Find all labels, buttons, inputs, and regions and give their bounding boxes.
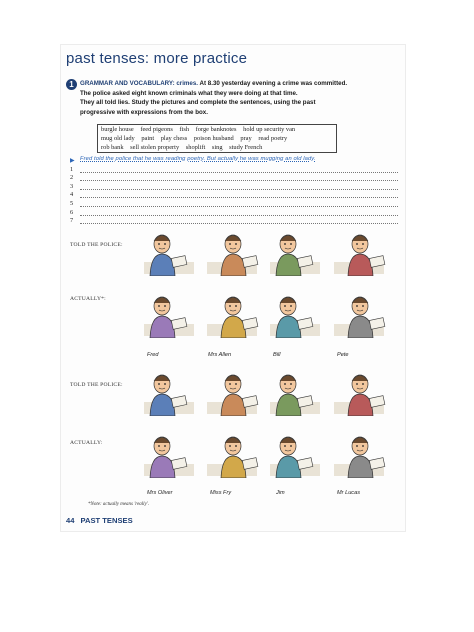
cartoon-illustration [142, 370, 196, 416]
expression: poison husband [193, 134, 234, 142]
told-police-label-1: TOLD THE POLICE: [70, 242, 123, 248]
cartoon-illustration [142, 230, 196, 276]
actually-label-2: ACTUALLY: [70, 440, 103, 446]
cartoon-illustration [268, 292, 322, 338]
line-number: 4 [70, 191, 74, 199]
dotted-rule [80, 172, 398, 173]
expression: feed pigeons [140, 126, 173, 133]
dotted-rule [80, 223, 398, 224]
example-sentence: Fred told the police that he was reading poetry. But actually he was mugging an old lady. [80, 156, 316, 162]
section-title: PAST TENSES [80, 516, 133, 525]
page-number: 44 [66, 516, 75, 525]
answer-line[interactable] [70, 183, 400, 192]
expression: shoplift [185, 143, 206, 151]
caption-miss-fry: Miss Fry [210, 490, 232, 496]
expression: burgle house [101, 126, 134, 133]
answer-lines [70, 157, 400, 226]
cartoon-illustration [332, 230, 386, 276]
dotted-rule [80, 215, 398, 216]
caption-mrs-oliver: Mrs Oliver [147, 490, 173, 496]
instruction-line-4: progressive with expressions from the box. [80, 108, 208, 116]
caption-jim: Jim [276, 490, 285, 496]
expression: hold up security van [243, 126, 296, 133]
expression: pray [240, 134, 252, 142]
expressions-box [97, 124, 337, 153]
expression: sing [211, 143, 223, 151]
caption-fred: Fred [147, 352, 159, 358]
arrow-icon: ▶ [70, 158, 75, 164]
line-number: 1 [70, 165, 74, 173]
caption-bill: Bill [273, 352, 281, 358]
page-footer [66, 516, 139, 525]
cartoon-illustration [332, 432, 386, 478]
line-number: 3 [70, 182, 74, 190]
caption-mr-lucas: Mr Lucas [337, 490, 361, 496]
cartoon-illustration [142, 292, 196, 338]
cartoon-illustration [205, 230, 259, 276]
caption-pete: Pete [337, 352, 349, 358]
exercise-instructions [80, 79, 380, 117]
exercise-label: GRAMMAR AND VOCABULARY: crimes. [80, 80, 199, 87]
expression: rob bank [101, 143, 124, 151]
exercise-number-badge: 1 [66, 79, 77, 90]
wordbox-row [101, 135, 333, 144]
dotted-rule [80, 206, 398, 207]
expression: play chess [160, 134, 188, 142]
expression: paint [141, 134, 155, 142]
answer-line[interactable] [70, 174, 400, 183]
answer-line[interactable] [70, 166, 400, 175]
answer-line[interactable] [70, 209, 400, 218]
instruction-line-1: At 8.30 yesterday evening a crime was committed. [199, 80, 348, 87]
cartoon-illustration [332, 292, 386, 338]
footnote: *Note: actually means 'really'. [88, 502, 150, 507]
line-number: 6 [70, 208, 74, 216]
dotted-rule [80, 189, 398, 190]
actually-label-1: ACTUALLY*: [70, 296, 106, 302]
cartoon-illustration [268, 432, 322, 478]
instruction-line-2: The police asked eight known criminals what they were doing at that time. [80, 89, 298, 97]
line-number: 5 [70, 199, 74, 207]
expression: study French [229, 143, 263, 151]
cartoon-illustration [268, 230, 322, 276]
cartoon-illustration [268, 370, 322, 416]
answer-line[interactable] [70, 200, 400, 209]
example-line [70, 157, 400, 166]
cartoon-illustration [205, 370, 259, 416]
page-title: past tenses: more practice [66, 50, 248, 67]
expression: mug old lady [101, 134, 135, 142]
wordbox-row [101, 144, 333, 153]
expression: sell stolen property [130, 143, 180, 151]
line-number: 2 [70, 174, 74, 182]
cartoon-illustration [205, 292, 259, 338]
expression: forge banknotes [195, 126, 237, 133]
told-police-label-2: TOLD THE POLICE: [70, 382, 123, 388]
instruction-line-3: They all told lies. Study the pictures and complete the sentences, using the past [80, 99, 316, 107]
line-number: 7 [70, 217, 74, 225]
expression: read poetry [258, 134, 288, 142]
cartoon-illustration [332, 370, 386, 416]
answer-line[interactable] [70, 191, 400, 200]
expression: fish [179, 126, 190, 133]
dotted-rule [80, 197, 398, 198]
cartoon-illustration [142, 432, 196, 478]
caption-mrs-allen: Mrs Allen [208, 352, 232, 358]
dotted-rule [80, 180, 398, 181]
answer-line[interactable] [70, 217, 400, 226]
cartoon-illustration [205, 432, 259, 478]
wordbox-row [101, 126, 333, 135]
